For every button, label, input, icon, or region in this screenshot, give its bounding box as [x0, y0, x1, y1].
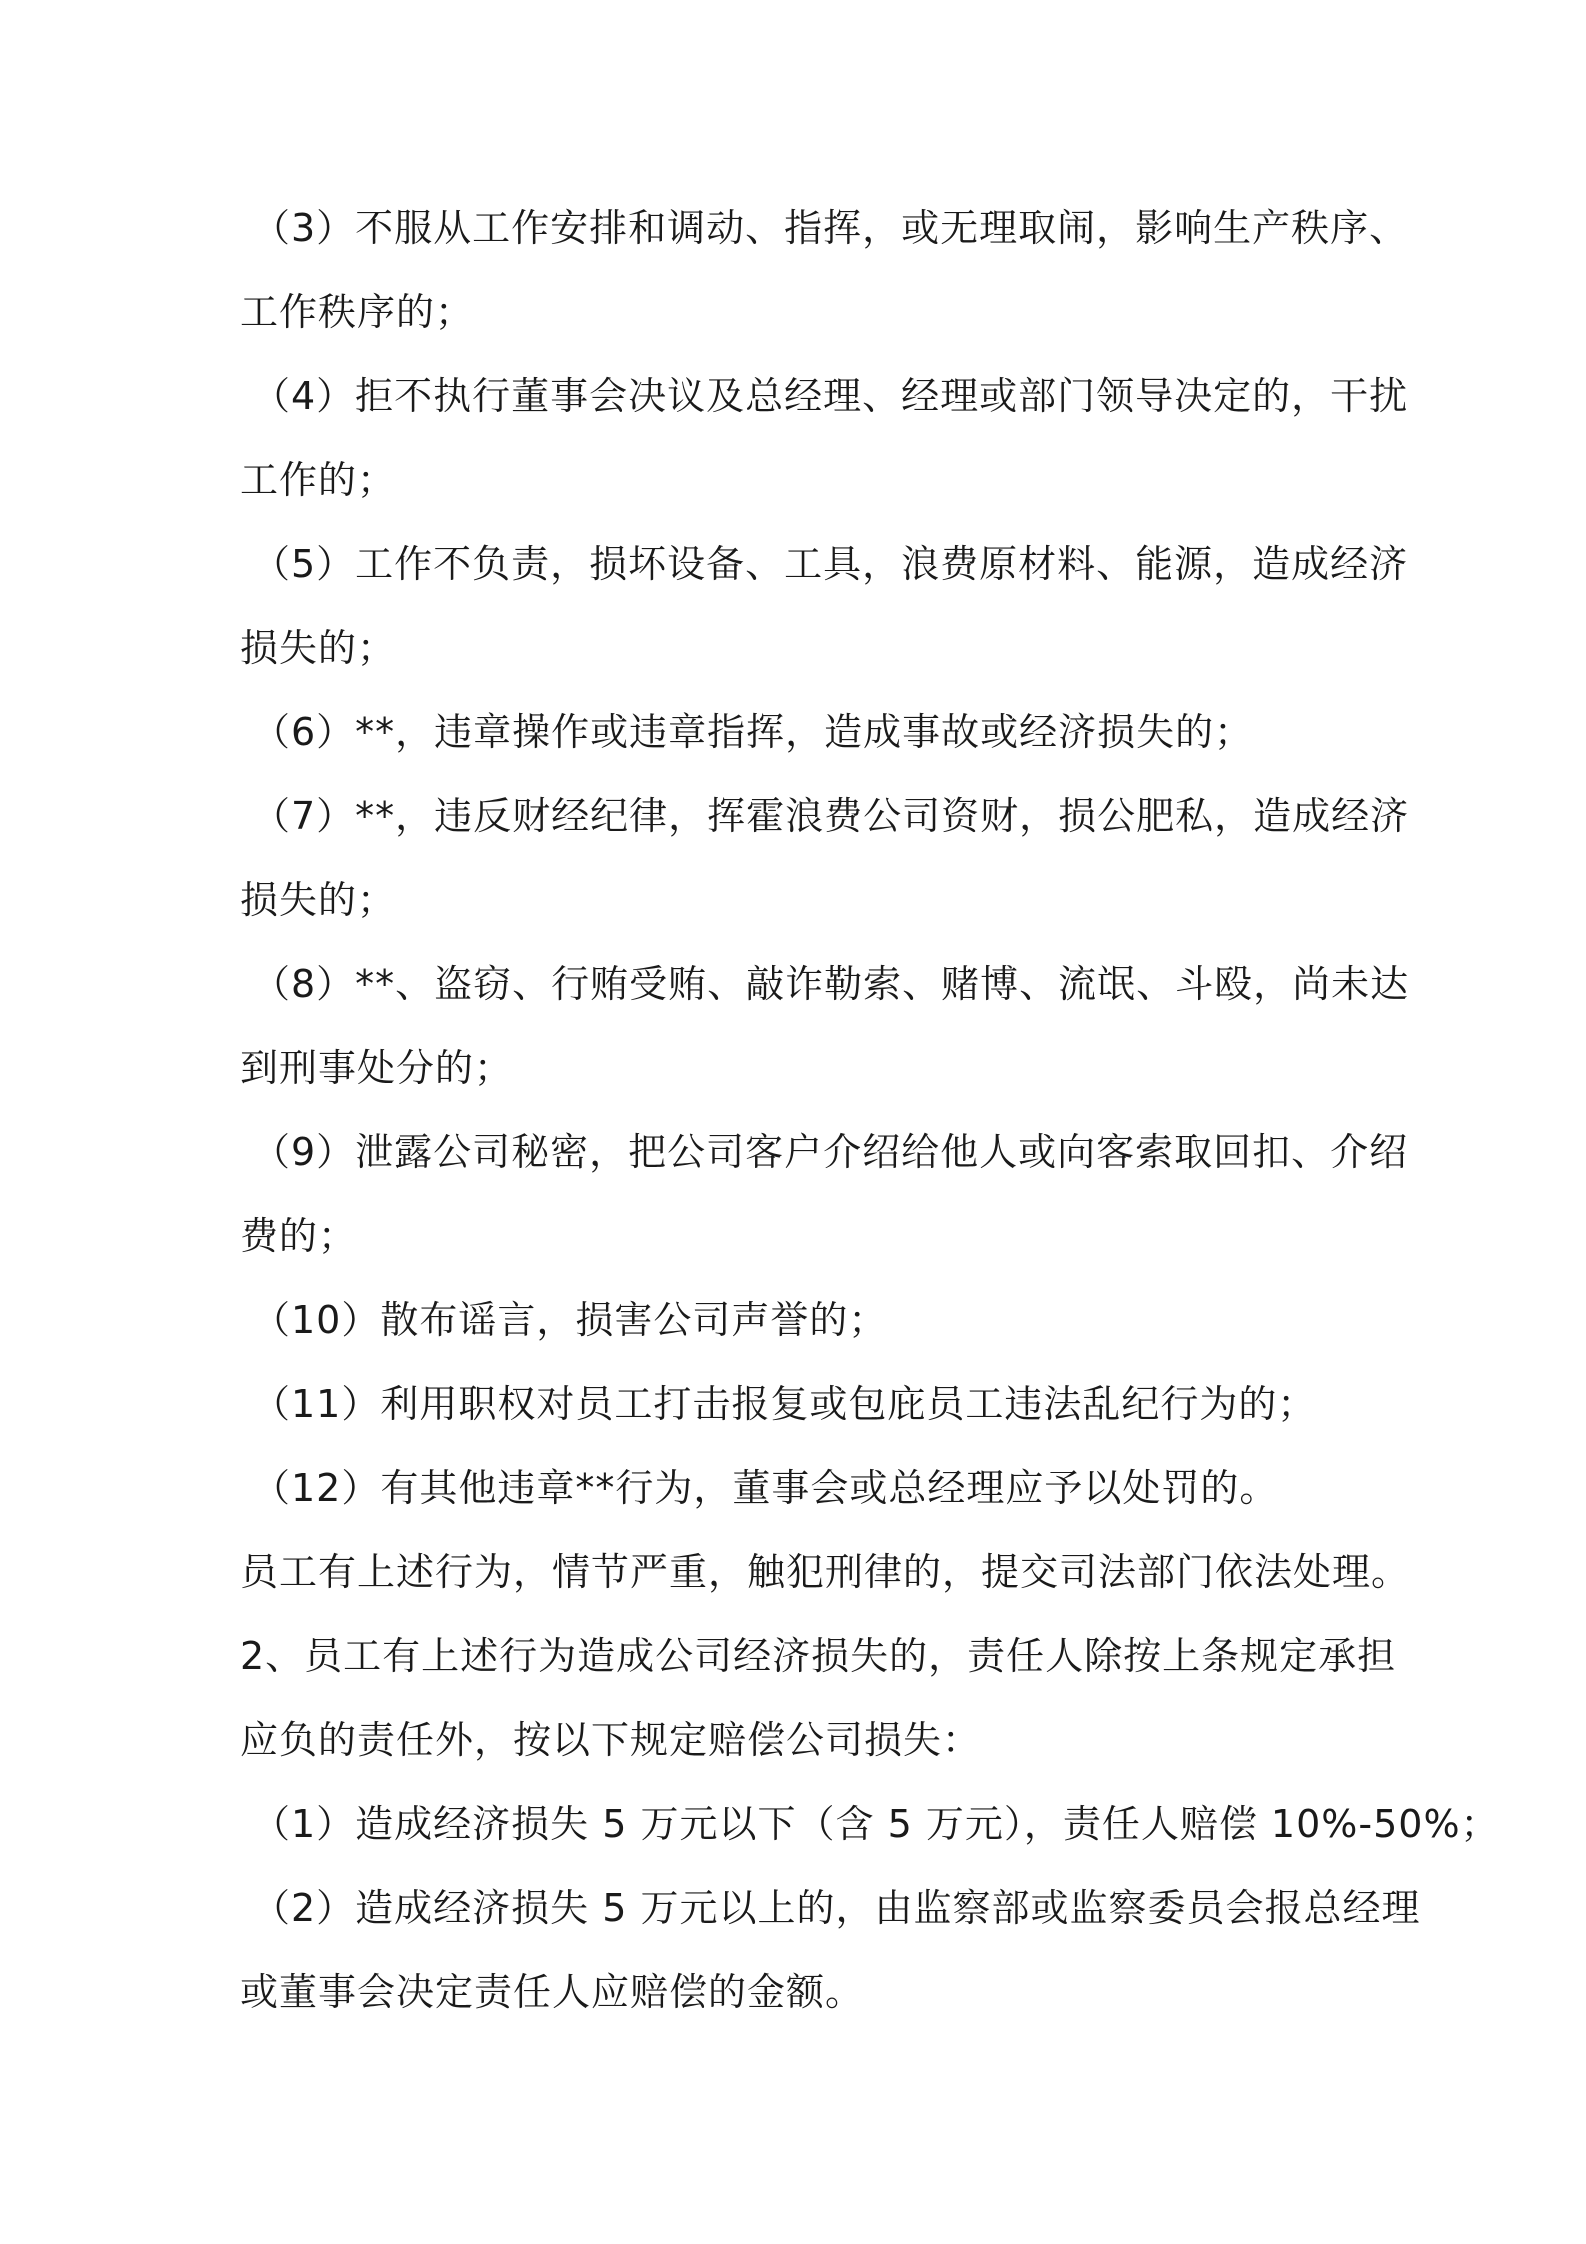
compensation-2-line-2: 或董事会决定责任人应赔偿的金额。 — [240, 1970, 865, 2014]
clause-10-line-1: （10）散布谣言，损害公司声誉的； — [252, 1298, 888, 1342]
clause-4-line-1: （4）拒不执行董事会决议及总经理、经理或部门领导决定的，干扰 — [252, 374, 1409, 418]
clause-5-line-2: 损失的； — [240, 626, 397, 670]
clause-9-line-2: 费的； — [240, 1214, 358, 1258]
clause-4-line-2: 工作的； — [240, 458, 397, 502]
clause-8-line-1: （8）**、盗窃、行贿受贿、敲诈勒索、赌博、流氓、斗殴，尚未达 — [252, 962, 1410, 1006]
clause-11-line-1: （11）利用职权对员工打击报复或包庇员工违法乱纪行为的； — [252, 1382, 1317, 1426]
compensation-2-line-1: （2）造成经济损失 5 万元以上的，由监察部或监察委员会报总经理 — [252, 1886, 1421, 1930]
clause-7-line-1: （7）**，违反财经纪律，挥霍浪费公司资财，损公肥私，造成经济 — [252, 794, 1410, 838]
clause-12-line-1: （12）有其他违章**行为，董事会或总经理应予以处罚的。 — [252, 1466, 1279, 1510]
section-2-line-2: 应负的责任外，按以下规定赔偿公司损失： — [240, 1718, 982, 1762]
clause-5-line-1: （5）工作不负责，损坏设备、工具，浪费原材料、能源，造成经济 — [252, 542, 1409, 586]
serious-violation-note: 员工有上述行为，情节严重，触犯刑律的，提交司法部门依法处理。 — [240, 1550, 1411, 1594]
clause-8-line-2: 到刑事处分的； — [240, 1046, 514, 1090]
clause-3-line-1: （3）不服从工作安排和调动、指挥，或无理取闹，影响生产秩序、 — [252, 206, 1409, 250]
clause-9-line-1: （9）泄露公司秘密，把公司客户介绍给他人或向客索取回扣、介绍 — [252, 1130, 1409, 1174]
clause-6-line-1: （6）**，违章操作或违章指挥，造成事故或经济损失的； — [252, 710, 1254, 754]
clause-7-line-2: 损失的； — [240, 878, 397, 922]
clause-3-line-2: 工作秩序的； — [240, 290, 475, 334]
compensation-1-line-1: （1）造成经济损失 5 万元以下（含 5 万元），责任人赔偿 10%-50%； — [252, 1802, 1500, 1846]
section-2-line-1: 2、员工有上述行为造成公司经济损失的，责任人除按上条规定承担 — [240, 1634, 1397, 1678]
